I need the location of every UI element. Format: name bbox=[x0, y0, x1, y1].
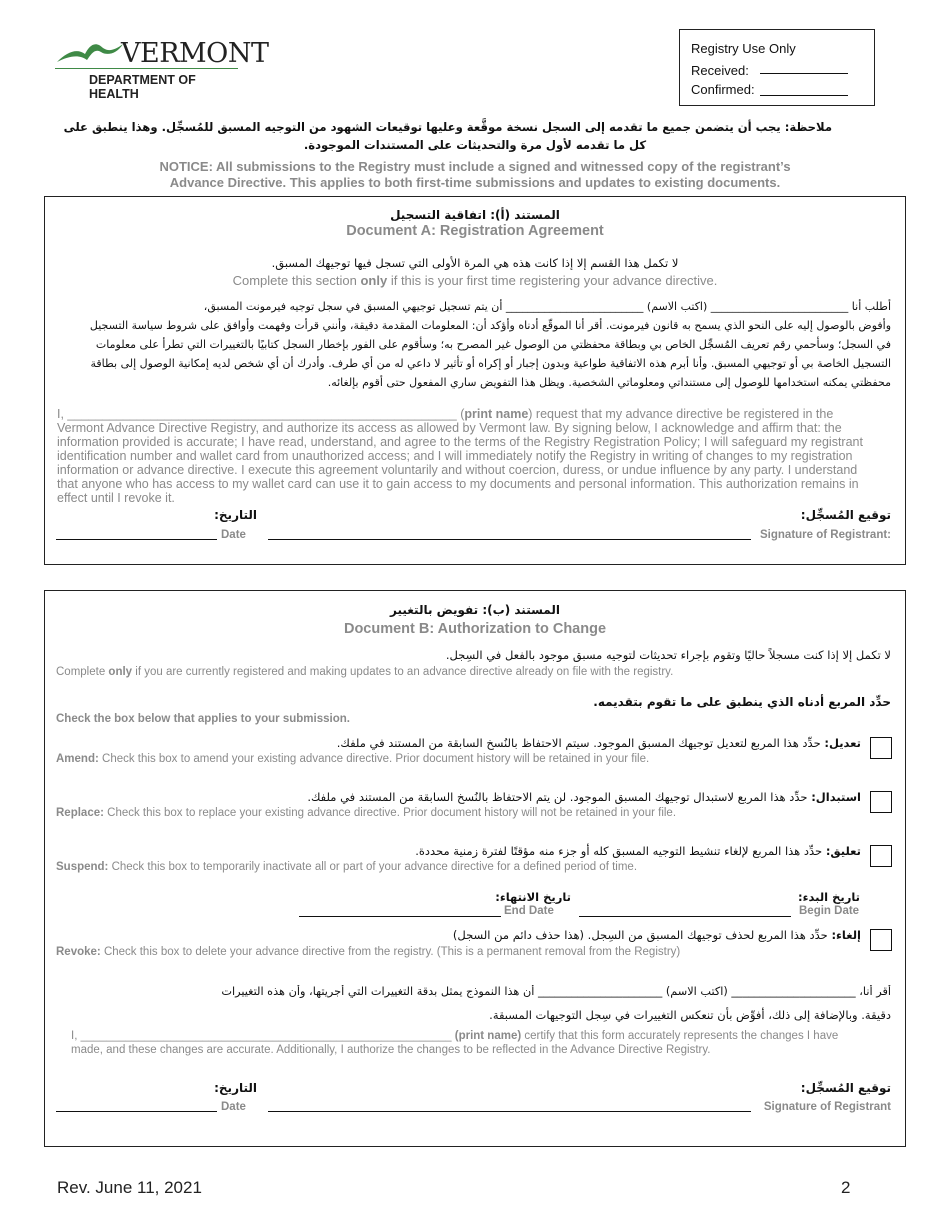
logo-divider bbox=[55, 68, 238, 69]
suspend-label-en-bold: Suspend: bbox=[56, 861, 109, 873]
received-field[interactable] bbox=[760, 73, 848, 74]
doc-a-body-ar-line: محفظتي يمكنه استخدامها للوصول إلى مستنداتي ومعلوماتي الشخصية. ويظل هذا التفويض ساري المفعول حتى أقوم بإلغائه. bbox=[327, 376, 891, 389]
replace-checkbox[interactable] bbox=[870, 791, 892, 813]
begin-date-label-ar: تاريخ البدء: bbox=[798, 890, 860, 904]
doc-a-signature-field[interactable] bbox=[268, 539, 751, 540]
doc-b-signature-ar: توقيع المُسجِّل: bbox=[800, 1081, 891, 1095]
vermont-logo bbox=[55, 38, 269, 101]
end-date-field[interactable] bbox=[299, 916, 501, 917]
doc-a-date-ar: التاريخ: bbox=[214, 508, 257, 522]
doc-a-body-en-rest: ) request that my advance directive be registered in the Vermont Advance Directive Registry, and authorize its access as allowed by Vermont law. By signing below, I acknowledge and affirm that: the information provided is accurate; I have read, understand, and agree to the terms of the Registry Registration Policy; I will safeguard my registrant identification number and wallet card from unauthorized access; and I will immediately notify the Registry in writing of changes to my registration information or advance directive. I execute this agreement voluntarily and without coercion, duress, or undue influence by any party. I understand that anyone who has access to my wallet card can use it to gain access to my documents and personal information. This authorization remains in effect until I revoke it. bbox=[57, 407, 863, 505]
doc-a-instruction-en bbox=[45, 273, 905, 288]
doc-a-title-ar: المستند (أ): اتفاقية التسجيل bbox=[390, 208, 560, 222]
doc-a-body-ar-line: وأفوض بالوصول إليه على النحو الذي يسمح به قانون فيرمونت. أقر أنا الموقّع أدناه وأؤكد أن: المعلومات المقدمة دقيقة، وأنني قرأت وفهمت وأوافق على شروط سياسة التسجيل bbox=[89, 319, 891, 332]
replace-label-ar bbox=[55, 790, 861, 804]
registry-box-title: Registry Use Only bbox=[691, 41, 796, 56]
revoke-checkbox[interactable] bbox=[870, 929, 892, 951]
notice-ar-line1: ملاحظة: يجب أن يتضمن جميع ما تقدمه إلى السجل نسخة موقَّعة وعليها توقيعات الشهود من التوجيه المسبق للمُسجِّل. وهذا ينطبق على bbox=[63, 120, 832, 134]
notice-en-line2: Advance Directive. This applies to both first-time submissions and updates to existing documents. bbox=[169, 175, 781, 190]
suspend-label-en-text: Check this box to temporarily inactivate all or part of your advance directive for a defined period of time. bbox=[108, 861, 638, 873]
doc-b-check-en: Check the box below that applies to your submission. bbox=[56, 713, 350, 725]
revoke-label-en bbox=[56, 946, 680, 958]
revoke-label-ar-bold: إلغاء: bbox=[831, 928, 861, 942]
amend-label-en-bold: Amend: bbox=[56, 753, 99, 765]
revoke-label-en-text: Check this box to delete your advance directive from the registry. (This is a permanent removal from the Registry) bbox=[100, 946, 681, 958]
doc-a-body-ar-line: التسجيل الخاصة بي أو توجيهي المسبق. وأنا أبرم هذه الاتفاقية طواعية وبدون إجبار أو إكراه أو تأثير لا داعي له من أي طرف. وأدرك أن أي شخص لديه إمكانية الوصول إلى بطاقة bbox=[90, 357, 891, 370]
amend-label-ar-bold: تعديل: bbox=[824, 736, 861, 750]
doc-a-body-en-start: I, ________________________________________________________ ( bbox=[57, 407, 465, 421]
replace-label-ar-bold: استبدال: bbox=[811, 790, 861, 804]
doc-b-instruction-en bbox=[56, 666, 892, 678]
doc-a-title-en: Document A: Registration Agreement bbox=[346, 223, 604, 239]
doc-a-body-ar-line: في السجل؛ وسأحمي رقم تعريف المُسجِّل الخاص بي وبطاقة محفظتي من الوصول غير المصرح به؛ وسأقوم على الفور بإخطار السجل كتابيًا بالتغييرات التي تطرأ على معلومات bbox=[95, 338, 891, 351]
doc-b-date-ar: التاريخ: bbox=[214, 1081, 257, 1095]
doc-a-print-name: print name bbox=[464, 407, 529, 421]
confirmed-field[interactable] bbox=[760, 95, 848, 96]
doc-a-instr-en-pre: Complete this section bbox=[232, 273, 361, 288]
logo-name: VERMONT bbox=[121, 38, 269, 69]
begin-date-field[interactable] bbox=[579, 916, 791, 917]
doc-b-instr-en-bold: only bbox=[108, 666, 133, 678]
suspend-label-ar-bold: تعليق: bbox=[825, 844, 861, 858]
replace-label-en-text: Check this box to replace your existing advance directive. Prior document history will not be retained in your file. bbox=[103, 807, 677, 819]
end-date-label-en: End Date bbox=[504, 905, 554, 917]
replace-label-ar-text: حدِّد هذا المربع لاستبدال توجيهك المسبق الموجود. لن يتم الاحتفاظ بالنُسخ السابقة من المستند في ملفك. bbox=[307, 790, 812, 804]
end-date-label-ar: تاريخ الانتهاء: bbox=[495, 890, 571, 904]
doc-a-instruction-ar: لا تكمل هذا القسم إلا إذا كانت هذه هي المرة الأولى التي تسجل فيها توجيهك المسبق. bbox=[271, 256, 679, 270]
doc-b-signature-en: Signature of Registrant bbox=[763, 1101, 891, 1113]
doc-b-instruction-ar: لا تكمل إلا إذا كنت مسجلاً حاليًا وتقوم بإجراء تحديثات لتوجيه مسبق موجود بالفعل في السِجل. bbox=[445, 648, 891, 662]
doc-a-body-ar bbox=[55, 297, 891, 392]
begin-date-label-en: Begin Date bbox=[799, 905, 860, 917]
doc-b-title-en: Document B: Authorization to Change bbox=[343, 621, 607, 637]
certify-ar-line2: دقيقة. وبالإضافة إلى ذلك، أفوِّض بأن تنعكس التغييرات في سِجل التوجيهات المسبقة. bbox=[489, 1008, 891, 1022]
revoke-label-ar bbox=[55, 928, 861, 942]
doc-a-signature-en: Signature of Registrant: bbox=[760, 529, 891, 541]
revision-date: Rev. June 11, 2021 bbox=[57, 1178, 202, 1197]
registry-use-box bbox=[679, 29, 875, 106]
doc-b-instr-en-pre: Complete bbox=[56, 666, 109, 678]
doc-b-title-ar: المستند (ب): تفويض بالتغيير bbox=[390, 603, 560, 617]
notice-ar-line2: كل ما تقدمه لأول مرة والتحديثات على المستندات الموجودة. bbox=[303, 138, 647, 152]
doc-b-date-en: Date bbox=[221, 1101, 246, 1113]
amend-checkbox[interactable] bbox=[870, 737, 892, 759]
document-a-section bbox=[44, 196, 906, 565]
replace-label-en-bold: Replace: bbox=[56, 807, 104, 819]
doc-a-body-en bbox=[57, 407, 867, 505]
suspend-checkbox[interactable] bbox=[870, 845, 892, 867]
doc-a-date-field[interactable] bbox=[56, 539, 217, 540]
amend-label-ar bbox=[55, 736, 861, 750]
confirmed-label: Confirmed: bbox=[691, 82, 755, 97]
doc-a-date-en: Date bbox=[221, 529, 246, 541]
doc-b-check-ar: حدِّد المربع أدناه الذي ينطبق على ما تقوم بتقديمه. bbox=[593, 695, 891, 709]
doc-b-date-field[interactable] bbox=[56, 1111, 217, 1112]
suspend-label-ar-text: حدِّد هذا المربع لإلغاء تنشيط التوجيه المسبق كله أو جزء منه مؤقتًا لفترة زمنية محددة. bbox=[415, 844, 826, 858]
doc-a-signature-ar: توقيع المُسجِّل: bbox=[800, 508, 891, 522]
amend-label-ar-text: حدِّد هذا المربع لتعديل توجيهك المسبق الموجود. سيتم الاحتفاظ بالنُسخ السابقة من المستند في ملفك. bbox=[336, 736, 825, 750]
certify-print-name: (print name) bbox=[454, 1030, 522, 1042]
doc-a-body-ar-line: أطلب أنا _________________________ (اكتب الاسم) _________________________ أن يتم تسجيل توجيهي المسبق في سجل توجيه فيرمونت المسبق، bbox=[203, 300, 891, 313]
amend-label-en-text: Check this box to amend your existing advance directive. Prior document history will be retained in your file. bbox=[98, 753, 650, 765]
doc-a-instr-en-bold: only bbox=[360, 273, 388, 288]
revoke-label-en-bold: Revoke: bbox=[56, 946, 101, 958]
page-number: 2 bbox=[841, 1178, 851, 1197]
certify-en-start: I, __________________________________________________________ bbox=[71, 1030, 455, 1042]
doc-b-signature-field[interactable] bbox=[268, 1111, 751, 1112]
certify-ar-line1: أقر أنا، ______________________ (اكتب الاسم) ______________________ أن هذا النموذج يمثل بدقة التغييرات التي أجريتها، وأن هذه التغييرات bbox=[221, 985, 891, 998]
suspend-label-en bbox=[56, 861, 637, 873]
mountain-logo-icon bbox=[55, 38, 125, 68]
certify-en bbox=[71, 1029, 871, 1057]
document-b-section bbox=[44, 590, 906, 1147]
received-label: Received: bbox=[691, 63, 749, 78]
notice-en-line1: NOTICE: All submissions to the Registry must include a signed and witnessed copy of the registrant’s bbox=[159, 159, 791, 174]
certify-en-rest: certify that this form accurately represents the changes I have made, and these changes are accurate. Additionally, I authorize the changes to be reflected in the Advance Directive Registry. bbox=[71, 1030, 839, 1056]
amend-label-en bbox=[56, 753, 649, 765]
revoke-label-ar-text: حدِّد هذا المربع لحذف توجيهك المسبق من السِجل. (هذا حذف دائم من السجل) bbox=[452, 928, 832, 942]
suspend-label-ar bbox=[55, 844, 861, 858]
logo-department: DEPARTMENT OF HEALTH bbox=[89, 73, 196, 101]
replace-label-en bbox=[56, 807, 676, 819]
doc-a-instr-en-post: if this is your first time registering your advance directive. bbox=[387, 273, 718, 288]
doc-b-instr-en-post: if you are currently registered and making updates to an advance directive already on file with the registry. bbox=[132, 666, 674, 678]
